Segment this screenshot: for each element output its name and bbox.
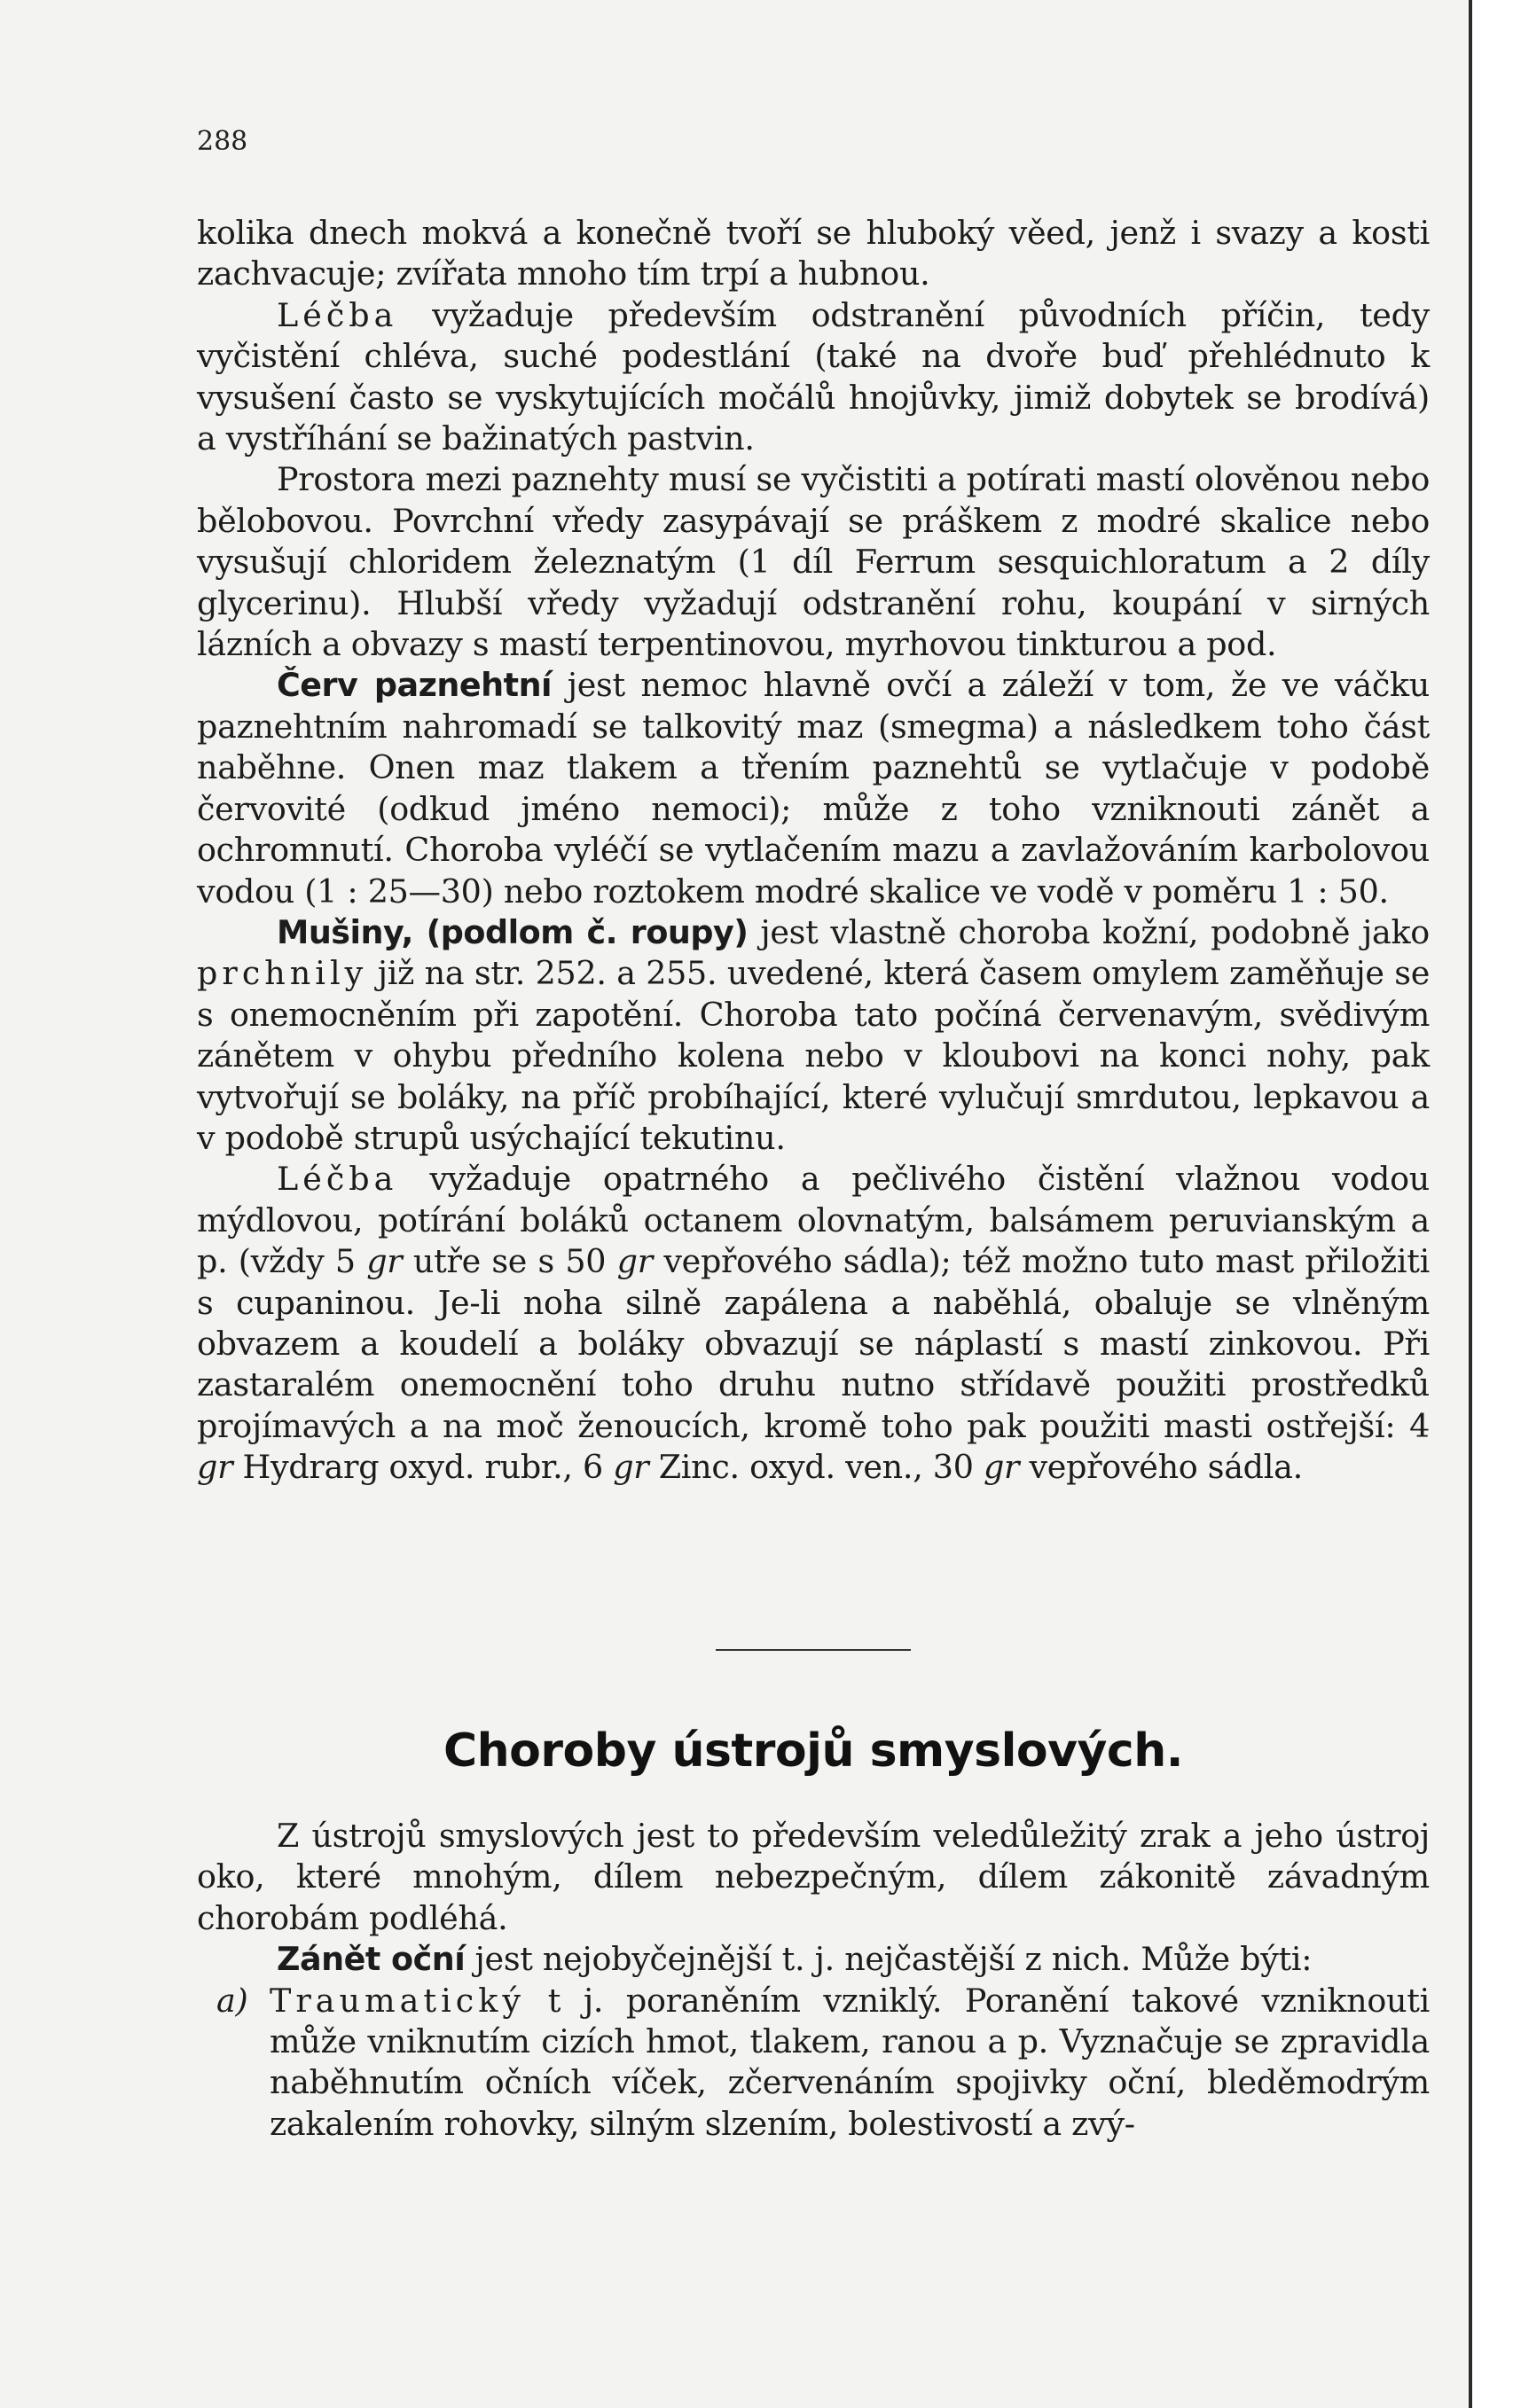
eye-inflammation-text: jest nejobyčejnější t. j. nejčastější z nich. Může býti: (465, 1940, 1313, 1979)
section-divider (716, 1649, 911, 1651)
treatment-2-text-c: vepřového sádla); též možno tuto mast přiložiti s cupaninou. Je-li noha silně zapálena a naběhlá, obaluje se vlněným obvazem a koudelí a boláky obvazují se náplastí s mastí zinkovou. Při zastaralém onemocnění toho druhu nutno střídavě použiti prostředků projímavých a na moč ženoucích, kromě toho pak použiti masti ostřejší: 4 (197, 1242, 1430, 1445)
hoof-worm-text: jest nemoc hlavně ovčí a záleží v tom, že ve váčku paznehtním nahromadí se talkovitý maz (smegma) a následkem toho část naběhne. Onen maz tlakem a třením paznehtů se vytlačuje v podobě červovité (odkud jméno nemoci); může z toho vzniknouti zánět a ochromnutí. Choroba vyléčí se vytlačením mazu a zavlažováním karbolovou vodou (1 : 25—30) nebo roztokem modré skalice ve vodě v poměru 1 : 50. (197, 666, 1430, 911)
treatment-2-text-f: vepřového sádla. (1019, 1448, 1303, 1487)
page-number: 288 (197, 126, 248, 157)
unit-gr-4: gr (613, 1448, 649, 1487)
paragraph-hoof-care: Prostora mezi paznehty musí se vyčistiti a potírati mastí olověnou nebo bělobovou. Povrchní vředy zasypávají se práškem z modré skalice nebo vysušují chloridem železnatým (1 díl Ferrum sesquichloratum a 2 díly glycerinu). Hlubší vředy vyžadují odstranění rohu, koupání v sirných lázních a obvazy s mastí terpentinovou, myrhovou tinkturou a pod. (197, 460, 1431, 664)
treatment-2-text-a: vyžaduje opatrného a pečlivého čistění vlažnou vodou mýdlovou, potírání boláků octanem olovnatým, balsámem peruvianským a p. (vždy 5 (197, 1160, 1430, 1281)
paragraph-treatment-2 (197, 1159, 1430, 1488)
treatment-lead: Léčba (277, 295, 398, 334)
paragraph-sense-intro: Z ústrojů smyslových jest to především veledůležitý zrak a jeho ústroj oko, které mnohým, dílem nebezpečným, dílem zákonitě závadným chorobám podléhá. (197, 1817, 1430, 1937)
traumatic-text: t j. poraněním vzniklý. Poranění takové vzniknouti může vniknutím cizích hmot, tlakem, ranou a p. Vyznačuje se zpravidla naběhnutím očních víček, zčervenáním spojivky oční, bleděmodrým zakalením rohovky, silným slzením, bolestivostí a zvý- (270, 1981, 1430, 2143)
unit-gr-1: gr (366, 1242, 403, 1281)
section-sense-organs (197, 1816, 1430, 2145)
unit-gr-3: gr (197, 1448, 233, 1487)
term-prchnily: prchnily (197, 954, 368, 993)
list-item-traumatic (197, 1981, 1430, 2146)
term-hoof-worm: Červ paznehtní (277, 666, 553, 705)
paragraph-eye-inflammation (197, 1939, 1430, 1980)
term-musiny: Mušiny, (podlom č. roupy) (277, 912, 749, 951)
treatment-2-text-b: utře se s 50 (402, 1242, 617, 1281)
treatment-lead-2: Léčba (277, 1160, 398, 1199)
section-title: Choroby ústrojů smyslových. (443, 1724, 1184, 1778)
page-edge (1472, 0, 1513, 2408)
treatment-text: vyžaduje především odstranění původních příčin, tedy vyčistění chléva, suché podestlání (také na dvoře buď přehlédnuto k vysušení často se vyskytujících močálů hnojůvky, jimiž dobytek se brodívá) a vystříhání se bažinatých pastvin. (197, 295, 1430, 458)
section-hoof-diseases (197, 213, 1430, 1489)
paragraph-hoof-worm (197, 665, 1430, 911)
paragraph-treatment-1 (197, 295, 1430, 460)
treatment-2-text-d: Hydrarg oxyd. rubr., 6 (232, 1448, 614, 1487)
paragraph-ulcer-end: kolika dnech mokvá a konečně tvoří se hluboký věed, jenž i svazy a kosti zachvacuje; zvířata mnoho tím trpí a hubnou. (197, 214, 1430, 293)
unit-gr-2: gr (616, 1242, 653, 1281)
list-marker-a: a) (216, 1981, 248, 2020)
term-traumatic: Traumatický (270, 1981, 525, 2020)
musiny-text-a: jest vlastně choroba kožní, podobně jako (748, 912, 1430, 951)
term-eye-inflammation: Zánět oční (277, 1940, 466, 1979)
treatment-2-text-e: Zinc. oxyd. ven., 30 (648, 1448, 984, 1487)
musiny-text-b: již na str. 252. a 255. uvedené, která časem omylem zaměňuje se s onemocněním při zapotění. Choroba tato počíná červenavým, svědivým zánětem v ohybu předního kolena nebo v kloubovi na konci nohy, pak vytvořují se boláky, na příč probíhající, které vylučují smrdutou, lepkavou a v podobě strupů usýchající tekutinu. (197, 954, 1430, 1157)
paragraph-musiny (197, 912, 1430, 1159)
unit-gr-5: gr (983, 1448, 1020, 1487)
